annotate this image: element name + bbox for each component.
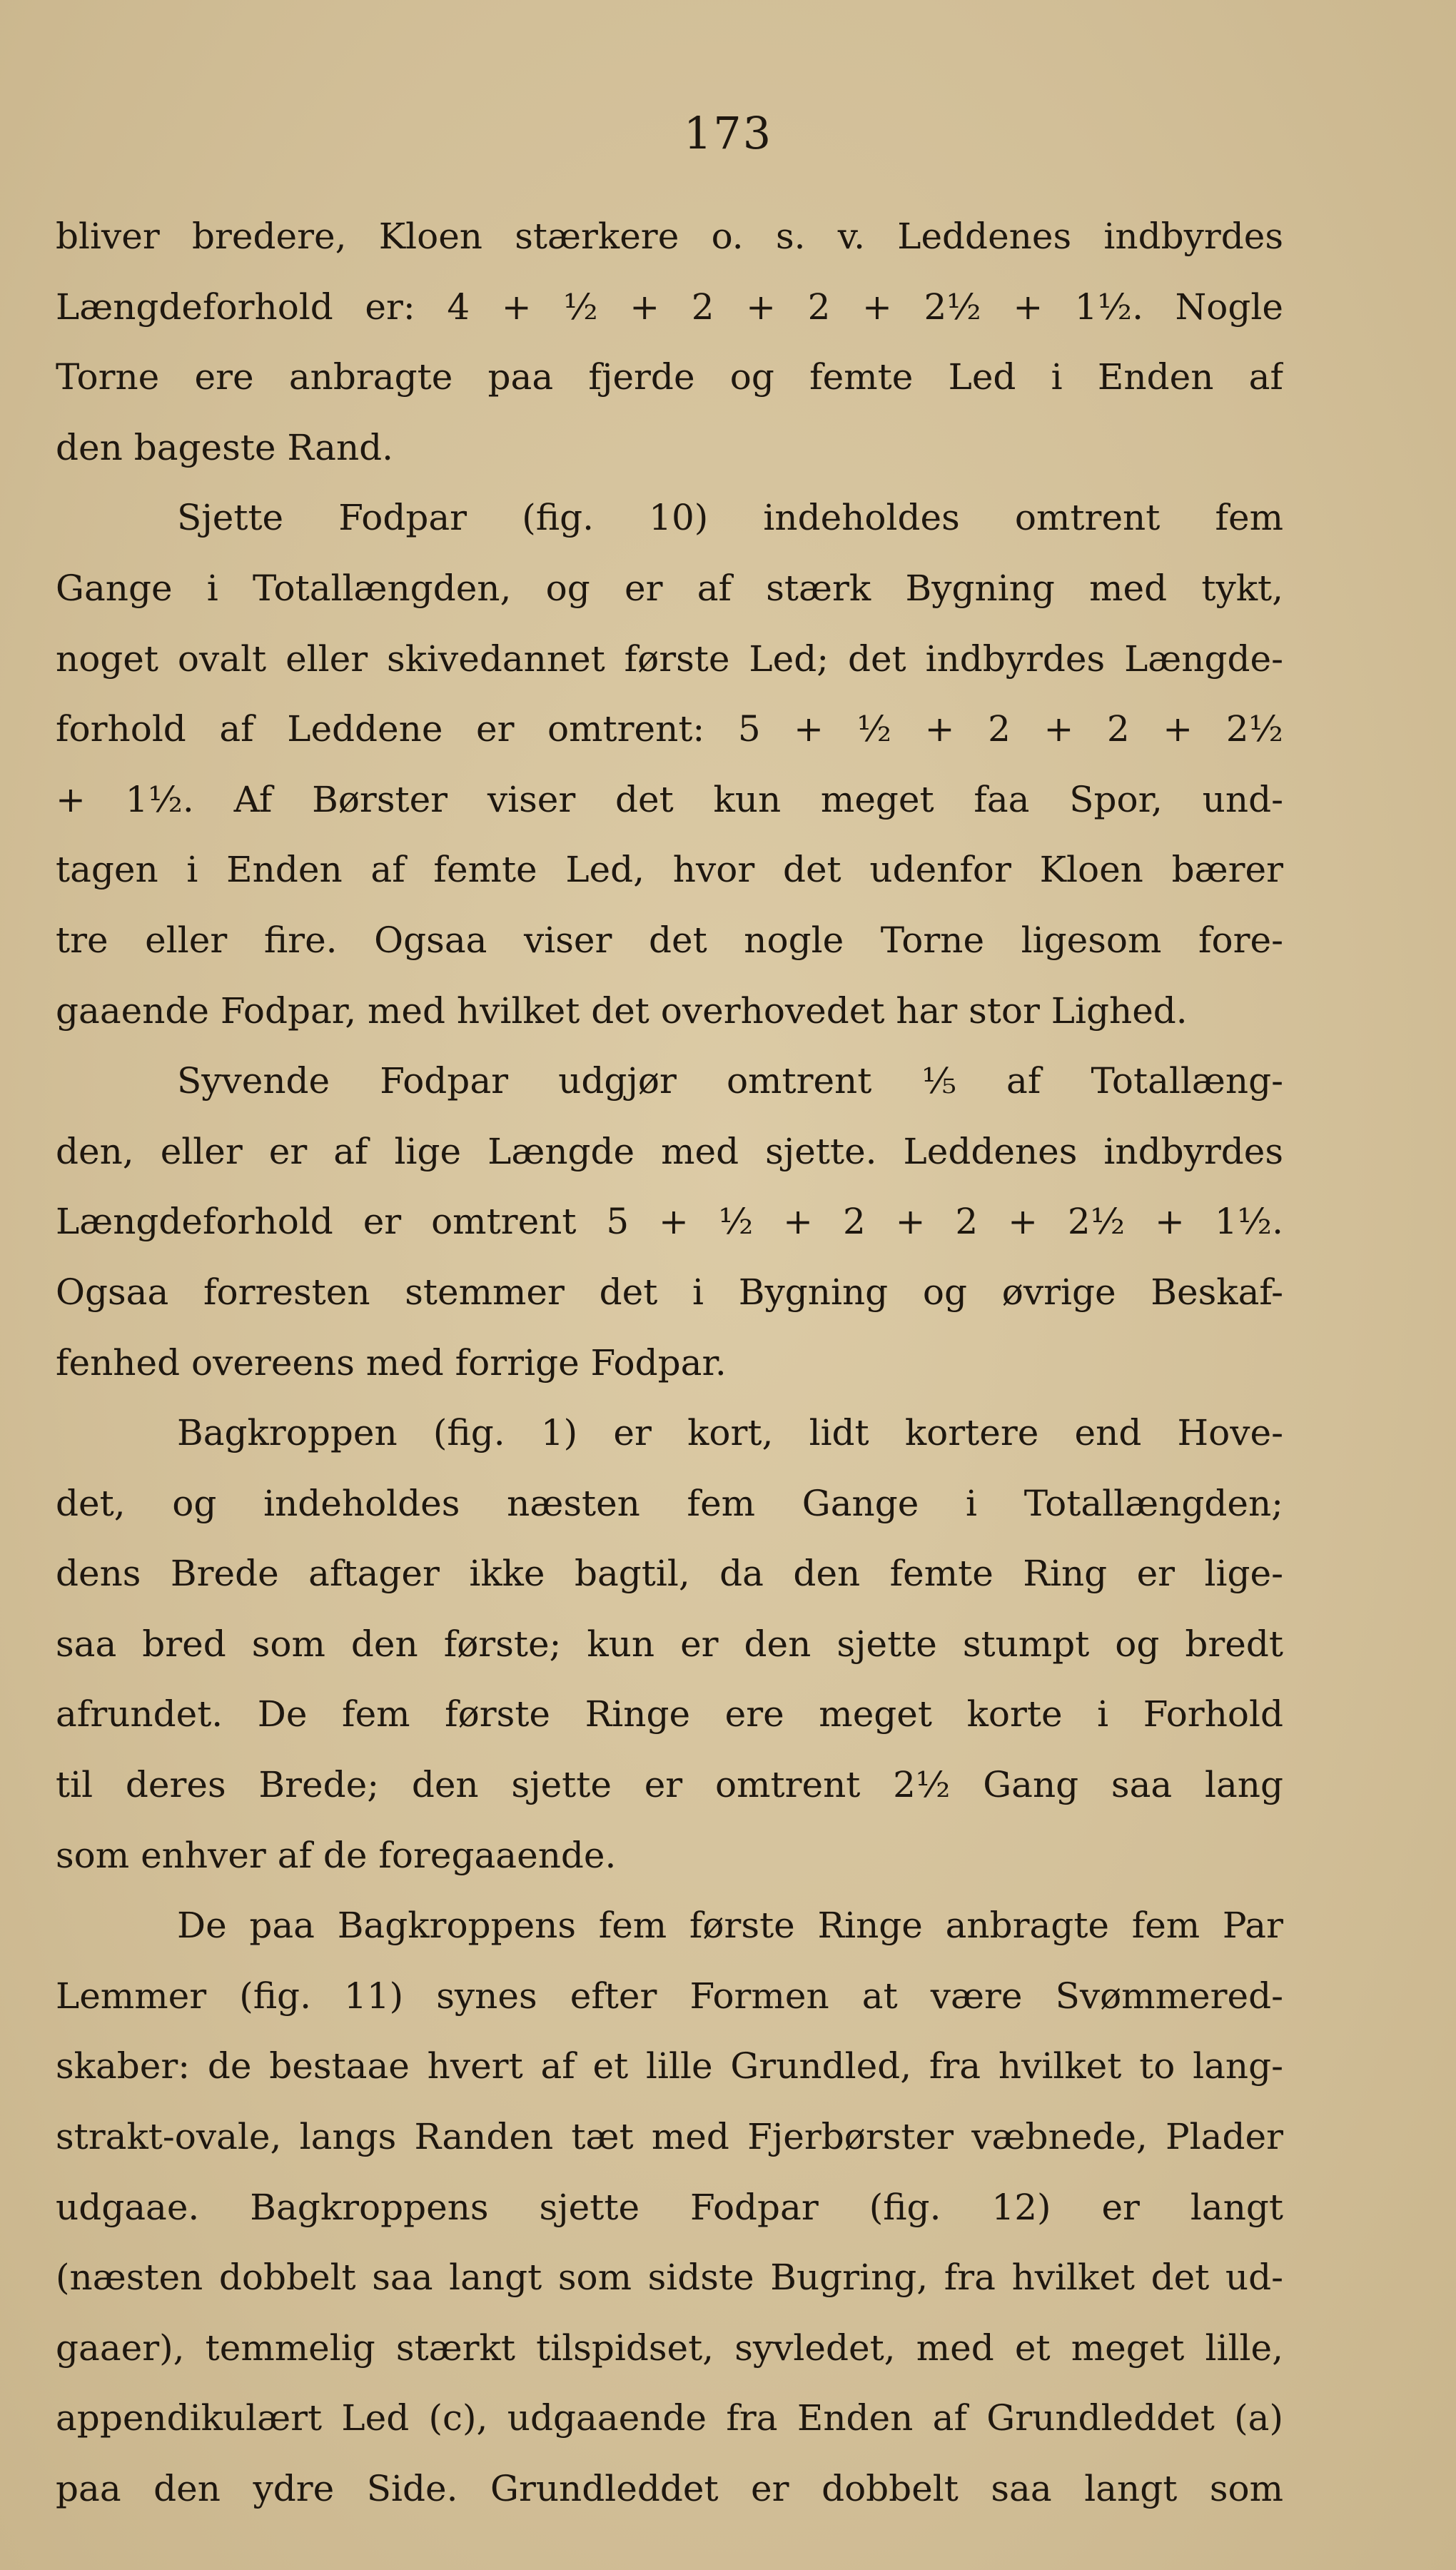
text-line: tre eller fire. Ogsaa viser det nogle Torne ligesom fore- <box>56 919 1283 961</box>
text-line: Gange i Totallængden, og er af stærk Bygning med tykt, <box>56 567 1283 609</box>
text-line: Længdeforhold er omtrent 5 + ½ + 2 + 2 + 2½ + 1½. <box>56 1201 1283 1243</box>
text-line: noget ovalt eller skivedannet første Led; det indbyrdes Længde- <box>56 638 1283 680</box>
text-line: forhold af Leddene er omtrent: 5 + ½ + 2 + 2 + 2½ <box>56 708 1283 750</box>
text-line: det, og indeholdes næsten fem Gange i Totallængden; <box>56 1482 1283 1524</box>
page-number: 173 <box>683 107 773 159</box>
text-line: Torne ere anbragte paa fjerde og femte Led i Enden af <box>56 356 1283 398</box>
text-line: til deres Brede; den sjette er omtrent 2½ Gang saa lang <box>56 1764 1283 1806</box>
text-line: Syvende Fodpar udgjør omtrent ⅕ af Totallæng- <box>177 1060 1283 1102</box>
text-line: fenhed overeens med forrige Fodpar. <box>56 1341 727 1384</box>
text-line: som enhver af de foregaaende. <box>56 1834 617 1876</box>
text-line: Længdeforhold er: 4 + ½ + 2 + 2 + 2½ + 1½. Nogle <box>56 286 1283 328</box>
text-line: De paa Bagkroppens fem første Ringe anbragte fem Par <box>177 1905 1283 1947</box>
text-line: Lemmer (fig. 11) synes efter Formen at være Svømmered- <box>56 1975 1283 2017</box>
text-line: Bagkroppen (fig. 1) er kort, lidt kortere end Hove- <box>177 1412 1283 1454</box>
text-line: den, eller er af lige Længde med sjette. Leddenes indbyrdes <box>56 1130 1283 1172</box>
text-line: strakt-ovale, langs Randen tæt med Fjerbørster væbnede, Plader <box>56 2116 1283 2158</box>
text-line: skaber: de bestaae hvert af et lille Grundled, fra hvilket to lang- <box>56 2045 1283 2087</box>
text-line: paa den ydre Side. Grundleddet er dobbelt saa langt som <box>56 2468 1283 2509</box>
text-line: (næsten dobbelt saa langt som sidste Bugring, fra hvilket det ud- <box>56 2257 1283 2299</box>
text-line: Ogsaa forresten stemmer det i Bygning og øvrige Beskaf- <box>56 1271 1283 1313</box>
text-block <box>56 201 1283 2524</box>
text-line: bliver bredere, Kloen stærkere o. s. v. Leddenes indbyrdes <box>56 216 1283 257</box>
text-line: den bageste Rand. <box>56 426 394 468</box>
text-line: appendikulært Led (c), udgaaende fra Enden af Grundleddet (a) <box>56 2397 1283 2439</box>
text-line: saa bred som den første; kun er den sjette stumpt og bredt <box>56 1623 1283 1665</box>
text-line: dens Brede aftager ikke bagtil, da den femte Ring er lige- <box>56 1553 1283 1595</box>
text-line: Sjette Fodpar (fig. 10) indeholdes omtrent fem <box>177 497 1283 539</box>
text-line: tagen i Enden af femte Led, hvor det udenfor Kloen bærer <box>56 849 1283 891</box>
text-line: + 1½. Af Børster viser det kun meget faa Spor, und- <box>56 778 1283 820</box>
text-line: udgaae. Bagkroppens sjette Fodpar (fig. 12) er langt <box>56 2186 1283 2228</box>
text-line: afrundet. De fem første Ringe ere meget korte i Forhold <box>56 1693 1283 1735</box>
text-line: gaaende Fodpar, med hvilket det overhovedet har stor Lighed. <box>56 989 1188 1032</box>
text-line: gaaer), temmelig stærkt tilspidset, syvledet, med et meget lille, <box>56 2327 1283 2369</box>
